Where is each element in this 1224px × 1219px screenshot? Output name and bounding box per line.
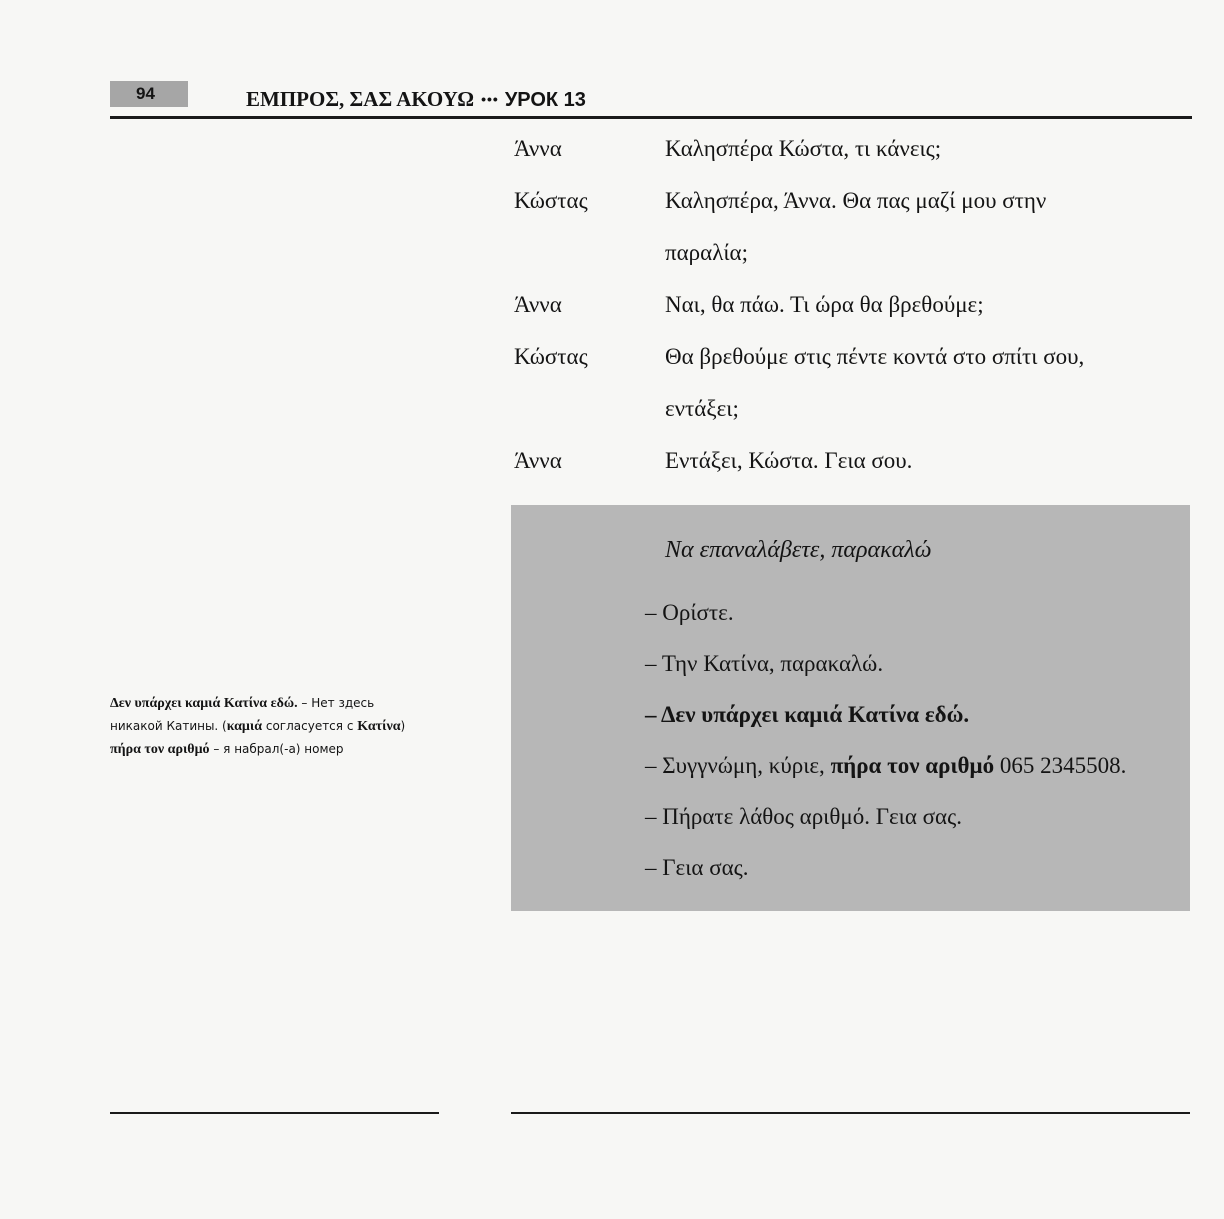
dialogue-speaker: Άννα — [514, 292, 562, 317]
exercise-lines — [645, 587, 1126, 893]
dialogue-row — [514, 175, 1174, 227]
exercise-line: – Την Κατίνα, παρακαλώ. — [645, 651, 884, 676]
exercise-line: – Ορίστε. — [645, 600, 734, 625]
dialogue-row — [514, 331, 1174, 383]
note-translation: – я набрал(-а) номер — [209, 742, 344, 756]
dialogue-line: Ναι, θα πάω. Τι ώρα θα βρεθούμε; — [665, 292, 984, 317]
dialogue-row — [514, 227, 1174, 279]
exercise-title: Να επαναλάβετε, παρακαλώ — [665, 537, 932, 563]
note-greek-term: Δεν υπάρχει καμιά Κατίνα εδώ. — [110, 696, 298, 711]
exercise-line: – Γεια σας. — [645, 855, 749, 880]
header-rule — [110, 116, 1192, 119]
dialogue-line: Καλησπέρα Κώστα, τι κάνεις; — [665, 136, 942, 161]
footer-rule-right — [511, 1112, 1190, 1114]
title-separator: ••• — [481, 91, 499, 107]
lesson-label: УРОК 13 — [504, 89, 586, 111]
exercise-text: – Συγγνώμη, κύριε, — [645, 753, 831, 778]
note-entry — [110, 738, 430, 761]
running-title — [246, 86, 586, 113]
dialogue-speaker: Κώστας — [514, 344, 588, 369]
dialogue-speaker-empty — [514, 227, 665, 279]
side-note — [110, 692, 430, 761]
note-translation: – Нет здесь никакой Катины. ( — [110, 696, 375, 733]
dialogue-row — [514, 383, 1174, 435]
dialogue-row — [514, 123, 1174, 175]
dialogue-line: Εντάξει, Κώστα. Γεια σου. — [665, 448, 913, 473]
dialogue-speaker: Κώστας — [514, 188, 588, 213]
book-title: ΕΜΠΡΟΣ, ΣΑΣ ΑΚΟΥΩ — [246, 87, 475, 111]
footer-rule-left — [110, 1112, 439, 1114]
exercise-text: 065 2345508. — [994, 753, 1127, 778]
dialogue-row — [514, 279, 1174, 331]
note-greek-term: καμιά — [226, 719, 263, 734]
note-greek-term: πήρα τον αριθμό — [110, 742, 210, 757]
exercise-line: – Πήρατε λάθος αριθμό. Γεια σας. — [645, 804, 962, 829]
page-number: 94 — [110, 81, 188, 107]
dialogue-line: Θα βρεθούμε στις πέντε κοντά στο σπίτι σου, — [665, 344, 1085, 369]
dialogue — [514, 123, 1174, 487]
exercise-text-highlight: πήρα τον αριθμό — [830, 753, 995, 778]
dialogue-line: εντάξει; — [665, 396, 739, 421]
exercise-line-highlight: – Δεν υπάρχει καμιά Κατίνα εδώ. — [645, 702, 970, 727]
note-entry — [110, 692, 430, 738]
dialogue-speaker: Άννα — [514, 448, 562, 473]
dialogue-line: Καλησπέρα, Άννα. Θα πας μαζί μου στην — [665, 188, 1047, 213]
exercise-line — [645, 740, 1126, 791]
note-translation: ) — [400, 719, 406, 733]
dialogue-speaker: Άννα — [514, 136, 562, 161]
exercise-box — [511, 505, 1190, 911]
dialogue-row — [514, 435, 1174, 487]
note-greek-term: Κατίνα — [357, 719, 401, 734]
dialogue-speaker-empty — [514, 383, 665, 435]
dialogue-line: παραλία; — [665, 240, 748, 265]
note-translation: согласуется с — [262, 719, 358, 733]
